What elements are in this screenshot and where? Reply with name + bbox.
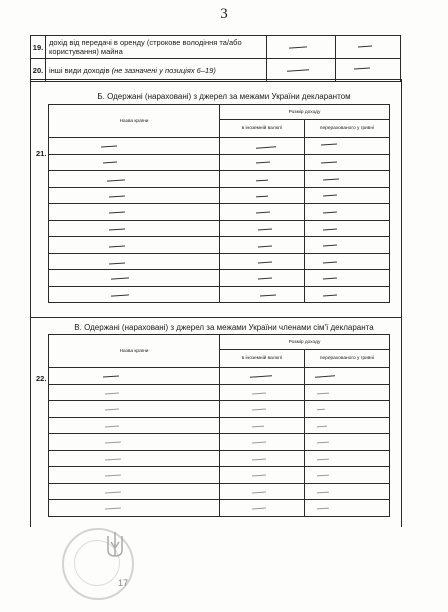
dash-mark — [323, 278, 337, 280]
dash-mark — [107, 179, 125, 181]
dash-mark — [252, 392, 266, 394]
dash-mark — [252, 442, 266, 444]
dash-mark — [321, 143, 337, 145]
row-note: (не зазначені у позиціях 6–19) — [111, 65, 216, 75]
dash-mark — [256, 212, 270, 214]
column-header-uah: перерахованого у гривні — [305, 120, 390, 138]
dash-mark — [105, 441, 121, 443]
table-row — [49, 368, 390, 385]
dash-mark — [105, 491, 121, 493]
dash-mark — [250, 375, 272, 378]
dash-mark — [315, 375, 335, 377]
dash-mark — [252, 425, 264, 427]
dash-mark — [258, 228, 272, 230]
table-row — [49, 467, 390, 484]
row-number: 22. — [36, 374, 47, 383]
seal-number: 17 — [118, 578, 129, 588]
table-row — [49, 500, 390, 517]
dash-mark — [105, 425, 119, 427]
dash-mark — [323, 228, 337, 230]
table-row — [49, 286, 390, 303]
table-row — [49, 384, 390, 401]
dash-mark — [101, 145, 117, 147]
dash-mark — [109, 211, 125, 213]
table-row — [49, 171, 390, 188]
table-row — [49, 270, 390, 287]
dash-mark — [105, 507, 121, 509]
dash-mark — [252, 458, 266, 460]
dash-mark — [103, 375, 119, 377]
dash-mark — [256, 180, 268, 182]
dash-mark — [258, 246, 272, 248]
dash-mark — [252, 508, 266, 510]
dash-mark — [109, 228, 125, 230]
dash-mark — [289, 46, 307, 48]
dash-mark — [317, 442, 329, 444]
dash-mark — [317, 392, 329, 394]
table-row — [49, 417, 390, 434]
section-b-title: Б. Одержані (нараховані) з джерел за межами України декларантом — [97, 92, 351, 101]
table-row — [31, 36, 401, 59]
table-row — [49, 220, 390, 237]
dash-mark — [323, 212, 337, 214]
dash-mark — [317, 475, 329, 477]
ukraine-trident-seal-icon — [104, 530, 126, 560]
section-v-table — [48, 334, 390, 517]
dash-mark — [256, 161, 270, 163]
dash-mark — [321, 161, 337, 163]
dash-mark — [252, 409, 266, 411]
dash-mark — [105, 458, 121, 460]
dash-mark — [317, 458, 329, 460]
dash-mark — [109, 245, 125, 247]
section-b-table — [48, 104, 390, 303]
table-row — [49, 434, 390, 451]
dash-mark — [317, 491, 329, 493]
row-number: 21. — [36, 149, 47, 158]
dash-mark — [258, 261, 272, 263]
dash-mark — [260, 294, 276, 296]
table-row — [49, 154, 390, 171]
dash-mark — [323, 261, 337, 263]
dash-mark — [317, 425, 327, 427]
column-header-country: Назва країни — [49, 335, 220, 368]
table-row — [49, 237, 390, 254]
dash-mark — [105, 409, 119, 411]
dash-mark — [323, 294, 337, 296]
dash-mark — [258, 278, 272, 280]
section-v-title: В. Одержані (нараховані) з джерел за межами України членами сім'ї декларанта — [74, 323, 374, 332]
dash-mark — [317, 508, 329, 510]
column-header-country: Назва країни — [49, 105, 220, 138]
value-cell — [336, 36, 401, 59]
dash-mark — [323, 178, 339, 180]
table-row — [49, 401, 390, 418]
row-number: 19. — [31, 36, 46, 59]
dash-mark — [317, 409, 325, 411]
column-header-foreign: в іноземній валюті — [220, 120, 305, 138]
section-divider — [30, 79, 402, 80]
income-rows-table — [30, 35, 401, 82]
dash-mark — [252, 491, 266, 493]
dash-mark — [256, 146, 276, 148]
dash-mark — [287, 69, 309, 72]
table-row — [49, 138, 390, 155]
dash-mark — [323, 245, 337, 247]
column-header-income: Розмір доходу — [220, 105, 390, 120]
dash-mark — [111, 277, 129, 279]
dash-mark — [111, 294, 129, 296]
row-text: інші види доходів — [49, 65, 112, 75]
dash-mark — [105, 392, 119, 394]
dash-mark — [323, 194, 337, 196]
column-header-foreign: в іноземній валюті — [220, 350, 305, 368]
column-header-income: Розмір доходу — [220, 335, 390, 350]
dash-mark — [105, 474, 121, 476]
table-row — [49, 187, 390, 204]
table-row — [49, 253, 390, 270]
dash-mark — [103, 161, 117, 163]
row-description: дохід від передачі в оренду (строкове володіння та/або користування) майна — [46, 36, 267, 59]
table-row — [49, 450, 390, 467]
column-header-uah: перерахованого у гривні — [305, 350, 390, 368]
table-row — [49, 483, 390, 500]
dash-mark — [252, 475, 266, 477]
dash-mark — [109, 195, 125, 197]
table-row — [49, 204, 390, 221]
dash-mark — [358, 46, 372, 48]
row-number: 20. — [31, 59, 46, 82]
dash-mark — [256, 195, 268, 197]
dash-mark — [109, 262, 125, 264]
page-number: 3 — [220, 6, 228, 22]
dash-mark — [354, 67, 370, 69]
value-cell — [267, 36, 336, 59]
